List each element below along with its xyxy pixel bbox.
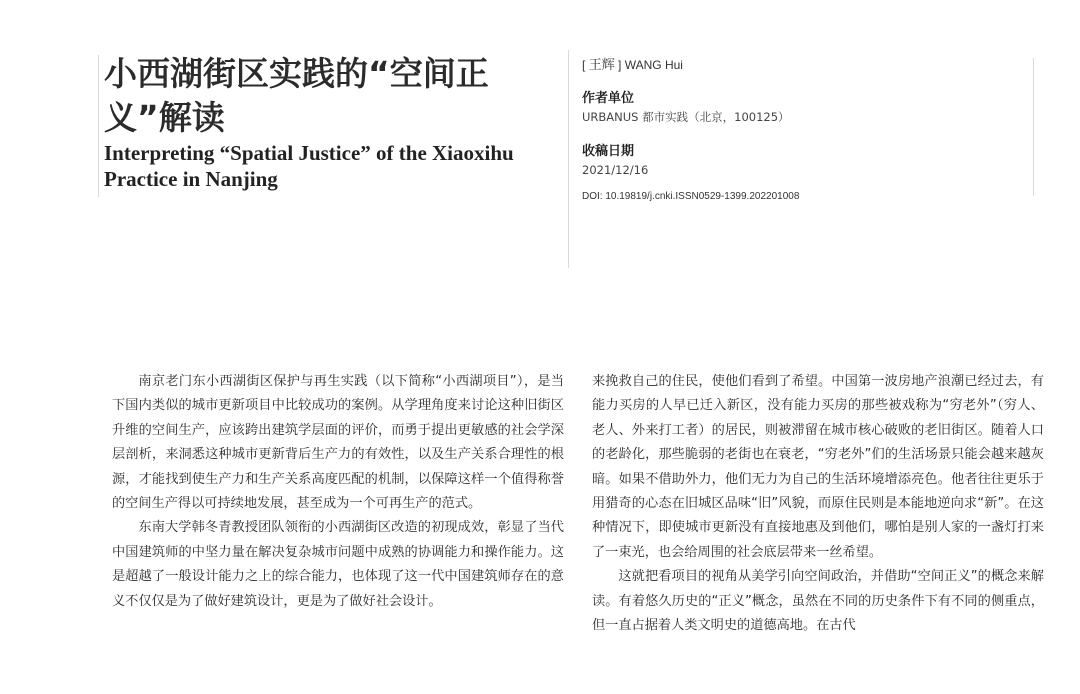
- author-bracket-close: ]: [618, 58, 622, 72]
- body-left-column: [112, 370, 564, 614]
- body-paragraph-continued: 来挽救自己的住民，使他们看到了希望。中国第一波房地产浪潮已经过去，有能力买房的人早已迁入新区，没有能力买房的那些被戏称为“穷老外”（穷人、老人、外来打工者）的居民，则被滞留在城市核心破败的老旧街区。随着人口的老龄化，那些脆弱的老街也在衰老，“穷老外”们的生活场景只能会越来越灰暗。如果不借助外力，他们无力为自己的生活环境增添亮色。他者往往更乐于用猎奇的心态在旧城区品味“旧”风貌，而原住民则是本能地逆向求“新”。在这种情况下，即使城市更新没有直接地惠及到他们，哪怕是别人家的一盏灯打来了一束光，也会给周围的社会底层带来一丝希望。: [592, 374, 1044, 560]
- author-name-english: WANG Hui: [624, 58, 683, 72]
- center-vertical-rule: [568, 50, 569, 268]
- body-paragraph: 这就把看项目的视角从美学引向空间政治，并借助“空间正义”的概念来解读。有着悠久历史的“正义”概念，虽然在不同的历史条件下有不同的侧重点，但一直占据着人类文明史的道德高地。在古代: [592, 569, 1044, 634]
- body-paragraph: 东南大学韩冬青教授团队领衔的小西湖街区改造的初现成效，彰显了当代中国建筑师的中坚力量在解决复杂城市问题中成熟的协调能力和操作能力。这是超越了一般设计能力之上的综合能力，也体现了这一代中国建筑师存在的意义不仅仅是为了做好建筑设计，更是为了做好社会设计。: [112, 520, 564, 609]
- right-vertical-rule: [1033, 58, 1034, 196]
- body-paragraph: 南京老门东小西湖街区保护与再生实践（以下简称“小西湖项目”），是当下国内类似的城市更新项目中比较成功的案例。从学理角度来讨论这种旧街区升维的空间生产，应该跨出建筑学层面的评价，而勇于提出更敏感的社会学深层剖析，来洞悉这种城市更新背后生产力的有效性，以及生产关系合理性的根源，才能找到使生产力和生产关系高度匹配的机制，以保障这样一个值得称誉的空间生产得以可持续地发展，甚至成为一个可再生产的范式。: [112, 374, 564, 512]
- author-bracket-open: [: [582, 58, 586, 72]
- received-date-value: 2021/12/16: [582, 163, 649, 177]
- left-vertical-rule: [98, 55, 99, 197]
- author-name-chinese: 王辉: [588, 58, 615, 73]
- affiliation-value: URBANUS 都市实践（北京，100125）: [582, 110, 790, 124]
- body-right-column: [592, 370, 1044, 638]
- doi: DOI: 10.19819/j.cnki.ISSN0529-1399.202201008: [582, 191, 800, 202]
- affiliation-label: 作者单位: [582, 91, 635, 106]
- received-date-label: 收稿日期: [582, 144, 635, 159]
- article-title-chinese: 小西湖街区实践的“空间正义”解读: [104, 54, 489, 137]
- author-line: [582, 56, 1022, 74]
- article-metadata: [582, 56, 1022, 204]
- article-title-english: Interpreting “Spatial Justice” of the Xiaoxihu Practice in Nanjing: [104, 141, 514, 191]
